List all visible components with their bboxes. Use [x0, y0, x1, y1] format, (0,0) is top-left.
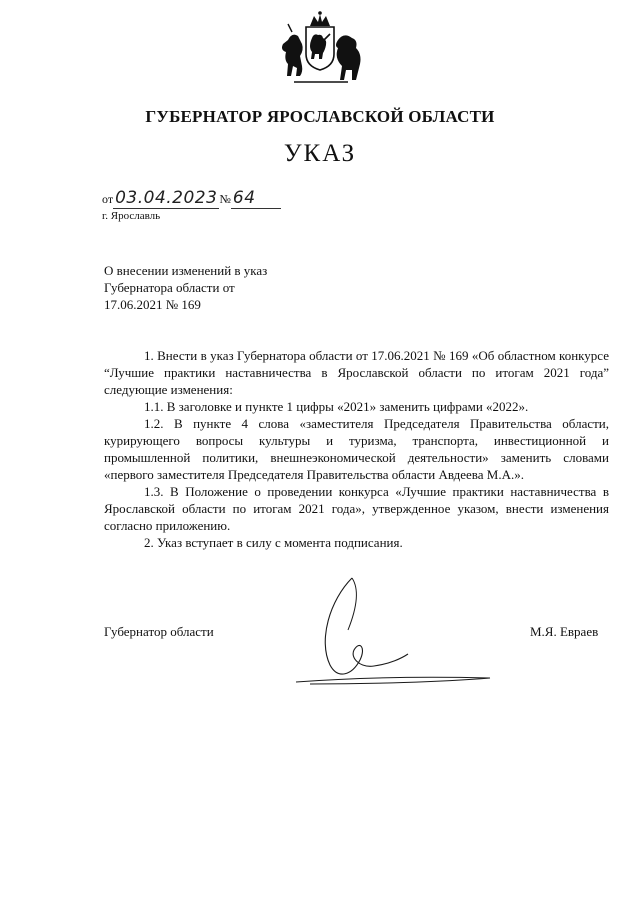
signer-name: М.Я. Евраев	[530, 624, 599, 639]
issuer-title: ГУБЕРНАТОР ЯРОСЛАВСКОЙ ОБЛАСТИ	[145, 107, 495, 126]
subject-line-3: 17.06.2021 № 169	[104, 297, 201, 312]
paragraph-1: 1. Внести в указ Губернатора области от 17.06.2021 № 169 «Об областном конкурсе “Лучшие практики наставничества в Ярославской области по итогам 2021 года” следующие изменения:	[104, 348, 609, 397]
yaroslavl-coat-of-arms-icon	[272, 10, 368, 90]
signer-title: Губернатор области	[104, 624, 214, 639]
handwritten-signature	[290, 570, 500, 695]
document-date: 03.04.2023	[115, 188, 218, 208]
paragraph-1-2: 1.2. В пункте 4 слова «заместителя Председателя Правительства области, курирующего вопросы культуры и туризма, транспорта, инвестиционной и промышленной политики, внешнеэкономической деятельности» заменить словами «первого заместителя Председателя Правительства области Авдеева М.А.».	[104, 416, 609, 482]
paragraph-2: 2. Указ вступает в силу с момента подписания.	[144, 535, 403, 550]
date-prefix: от	[102, 192, 114, 206]
paragraph-1-1: 1.1. В заголовке и пункте 1 цифры «2021» заменить цифрами «2022».	[144, 399, 529, 414]
number-prefix: №	[219, 192, 231, 206]
paragraph-1-3: 1.3. В Положение о проведении конкурса «Лучшие практики наставничества в Ярославской области по итогам 2021 года», утвержденное указом, внести изменения согласно приложению.	[104, 484, 609, 533]
document-body	[104, 347, 609, 551]
document-type: УКАЗ	[283, 140, 357, 167]
subject-line-1: О внесении изменений в указ	[104, 263, 268, 278]
city-line: г. Ярославль	[102, 210, 161, 222]
date-number-line	[102, 188, 281, 209]
subject-line-2: Губернатора области от	[104, 280, 235, 295]
document-number: 64	[231, 188, 281, 209]
document-subject	[104, 262, 267, 313]
